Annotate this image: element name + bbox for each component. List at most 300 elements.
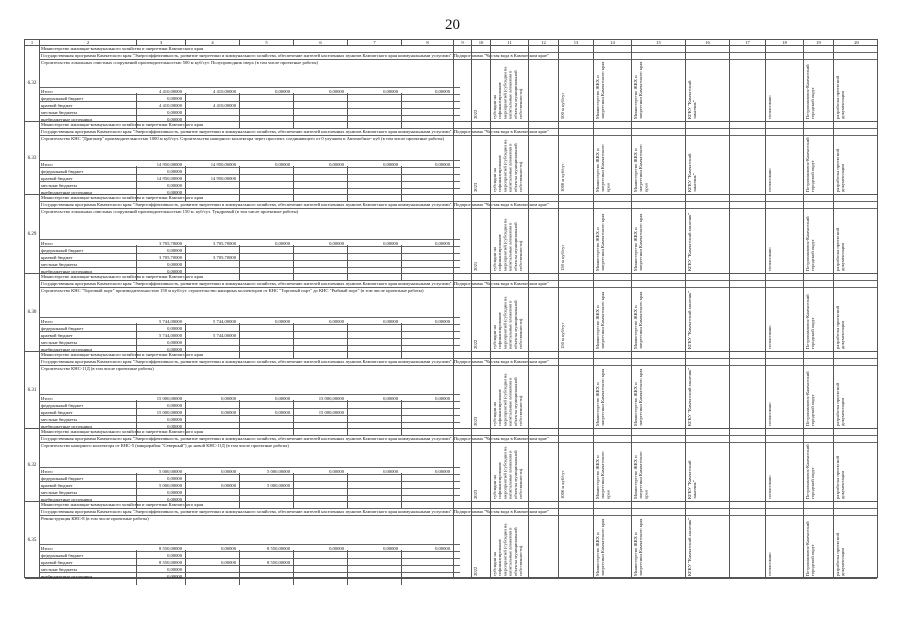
vertical-cell-text: 2022 (473, 109, 478, 119)
vertical-cell-text: субсидии на софинансирование мероприятий (субсидии на капитальные вложения в объекты муниципальной собственности) (492, 446, 524, 499)
funding-source-label: внебюджетные источники (41, 347, 92, 352)
funding-source-label: краевой бюджет (41, 483, 73, 488)
column-number: 7 (347, 40, 401, 46)
vertical-cell-text: Министерство ЖКХ и энергетики Камчатского края (633, 213, 644, 271)
column-rule (528, 46, 529, 578)
column-rule (293, 400, 294, 435)
funding-line (39, 422, 460, 429)
ministry-heading: Министерство жилищно-коммунального хозяйства и энергетики Камчатского края (39, 195, 877, 202)
vertical-cell-text: согласовано (767, 325, 772, 349)
column-rule (239, 400, 240, 435)
funding-value: 0,00000 (275, 162, 290, 167)
funding-source-label: Итого (41, 319, 53, 324)
column-rule (185, 473, 186, 508)
funding-line (39, 317, 460, 324)
funding-value: 0,00000 (383, 319, 398, 324)
vertical-cell-text: КГКУ "Камчатский заказчик" (687, 212, 692, 271)
funding-value: 0,00000 (167, 183, 182, 188)
funding-value: 5 000,00000 (159, 483, 182, 488)
column-number: 16 (685, 40, 729, 46)
funding-value: 0,00000 (435, 319, 450, 324)
vertical-cell-text: 150 м куб/сут (560, 244, 565, 271)
column-rule (401, 473, 402, 508)
column-rule (239, 245, 240, 280)
funding-value: 3 705,70000 (213, 255, 236, 260)
column-rule (833, 46, 834, 578)
funding-value: 15 000,00000 (318, 410, 344, 415)
funding-source-label: краевой бюджет (41, 255, 73, 260)
vertical-cell-text: согласовано (767, 475, 772, 499)
funding-source-label: краевой бюджет (41, 333, 73, 338)
funding-value: 0,00000 (275, 89, 290, 94)
column-number: 8 (401, 40, 453, 46)
row-number: 6.32 (27, 462, 37, 468)
program-heading: Государственная программа Камчатского края "Энергоэффективность, развитие энергетики и коммунального хозяйства, обеспечение жителей населенных пунктов Камчатского края коммунальными услугами". Подпрограмма "Чистая вода в Камчатском крае" (39, 129, 877, 136)
object-description: Строительство КНС-11Д (в том числе проектные работы) (41, 366, 154, 371)
column-rule (401, 93, 402, 128)
funding-value: 0,00000 (167, 96, 182, 101)
column-number: 5 (239, 40, 293, 46)
funding-line (39, 239, 460, 246)
column-rule (136, 550, 137, 585)
funding-line (39, 551, 460, 558)
program-heading: Государственная программа Камчатского края "Энергоэффективность, развитие энергетики и коммунального хозяйства, обеспечение жителей населенных пунктов Камчатского края коммунальными услугами". Подпрограмма "Чистая вода в Камчатском крае" (39, 436, 877, 443)
object-description: Строительство КНС "Драгонер" производительностью 1000 м куб/сут. Строительство напорного коллектора через проспект, соединяющего от 0 улучшен и Автомобиле- куб (в том числе проектные работы) (41, 136, 444, 141)
column-rule (401, 323, 402, 358)
funding-source-label: краевой бюджет (41, 560, 73, 565)
column-number: 1 (30, 40, 34, 45)
funding-value: 0,00000 (167, 190, 182, 195)
vertical-cell-text: согласовано (767, 95, 772, 119)
funding-line (39, 167, 460, 174)
funding-value: 0,00000 (221, 469, 236, 474)
column-rule (593, 46, 594, 578)
vertical-cell-text: КГКУ "Камчатский заказчик" (687, 460, 698, 499)
vertical-cell-text: Министерство ЖКХ и энергетики Камчатского края (633, 451, 649, 499)
column-rule (490, 46, 491, 578)
funding-value: 0,00000 (383, 89, 398, 94)
funding-source-label: федеральный бюджет (41, 169, 84, 174)
funding-line (39, 101, 460, 108)
funding-line (39, 181, 460, 188)
column-rule (136, 166, 137, 201)
funding-value: 5 000,00000 (159, 469, 182, 474)
vertical-cell-text: Министерство ЖКХ и энергетики Камчатского края (595, 368, 606, 426)
funding-value: 0,00000 (167, 326, 182, 331)
funding-source-label: местные бюджеты (41, 417, 77, 422)
column-rule (239, 166, 240, 201)
funding-value: 0,00000 (167, 347, 182, 352)
funding-source-label: местные бюджеты (41, 110, 77, 115)
funding-source-label: внебюджетные источники (41, 269, 92, 274)
funding-value: 5 000,00000 (267, 469, 290, 474)
funding-line (39, 415, 460, 422)
funding-line (39, 544, 460, 551)
funding-value: 0,00000 (435, 89, 450, 94)
column-rule (347, 93, 348, 128)
column-number: 13 (558, 40, 593, 46)
funding-source-label: Итого (41, 241, 53, 246)
funding-line (39, 467, 460, 474)
column-rule (631, 46, 632, 578)
funding-value: 15 000,00000 (156, 396, 182, 401)
program-heading: Государственная программа Камчатского края "Энергоэффективность, развитие энергетики и коммунального хозяйства, обеспечение жителей населенных пунктов Камчатского края коммунальными услугами". Подпрограмма "Чистая вода в Камчатском крае" (39, 359, 877, 366)
funding-line (39, 174, 460, 181)
funding-line (39, 324, 460, 331)
row-number: 6.32 (27, 81, 37, 86)
funding-value: 0,00000 (167, 262, 182, 267)
vertical-cell-text: Министерство ЖКХ и энергетики Камчатского края (595, 213, 606, 271)
funding-value: 0,00000 (275, 241, 290, 246)
vertical-cell-text: КГКУ "Камчатский заказчик" (687, 517, 692, 576)
vertical-cell-text: субсидии на софинансирование мероприятий (субсидии на капитальные вложения в объекты муниципальной собственности) (492, 139, 524, 192)
column-rule (185, 93, 186, 128)
program-row-block (25, 46, 877, 122)
funding-value: 4 410,00000 (213, 103, 236, 108)
funding-line (39, 408, 460, 415)
column-rule (185, 245, 186, 280)
vertical-cell-text: субсидии на софинансирование мероприятий (субсидии на капитальные вложения в объекты муниципальной собственности) (492, 218, 524, 271)
vertical-cell-text: Министерство ЖКХ и энергетики Камчатского края (595, 144, 611, 192)
vertical-cell-text: согласовано (767, 402, 772, 426)
funding-line (39, 108, 460, 115)
funding-source-label: внебюджетные источники (41, 190, 92, 195)
funding-value: 0,00000 (329, 89, 344, 94)
funding-value: 0,00000 (383, 396, 398, 401)
funding-value: 0,00000 (383, 546, 398, 551)
funding-line (39, 253, 460, 260)
program-row-block (25, 122, 877, 195)
vertical-cell-text: субсидии на софинансирование мероприятий (субсидии на капитальные вложения в объекты муниципальной собственности) (492, 523, 524, 576)
funding-source-label: внебюджетные источники (41, 497, 92, 502)
vertical-cell-text: Министерство ЖКХ и энергетики Камчатского края (595, 518, 606, 576)
funding-source-label: федеральный бюджет (41, 553, 84, 558)
funding-source-label: краевой бюджет (41, 176, 73, 181)
column-number: 10 (471, 40, 490, 46)
vertical-cell-text: согласовано (767, 168, 772, 192)
funding-value: 0,00000 (275, 410, 290, 415)
funding-value: 0,00000 (275, 319, 290, 324)
funding-source-label: федеральный бюджет (41, 248, 84, 253)
column-number: 4 (185, 40, 239, 46)
funding-source-label: федеральный бюджет (41, 476, 84, 481)
funding-value: 0,00000 (329, 241, 344, 246)
column-number: 14 (593, 40, 631, 46)
funding-value: 0,00000 (435, 162, 450, 167)
funding-value: 4 410,00000 (159, 89, 182, 94)
vertical-cell-text: 2022 (473, 566, 478, 576)
vertical-cell-text: КГКУ "Камчатский заказчик" (687, 153, 698, 192)
ministry-heading: Министерство жилищно-коммунального хозяйства и энергетики Камчатского края (39, 502, 877, 509)
column-rule (239, 473, 240, 508)
column-rule (453, 46, 454, 578)
column-number: 9 (453, 40, 471, 46)
funding-line (39, 345, 460, 352)
column-rule (293, 550, 294, 585)
vertical-cell-text: КГКУ "Камчатский заказчик" (687, 367, 692, 426)
vertical-cell-text: разработка проектной документации (835, 456, 846, 499)
funding-line (39, 495, 460, 502)
vertical-cell-text: Петропавловск-Камчатский городской округ (805, 294, 816, 349)
funding-value: 0,00000 (221, 396, 236, 401)
vertical-cell-text: разработка проектной документации (835, 383, 846, 426)
column-rule (347, 550, 348, 585)
funding-line (39, 488, 460, 495)
funding-value: 3 705,70000 (159, 241, 182, 246)
row-number: 6.30 (27, 310, 37, 315)
program-row-block (25, 429, 877, 502)
vertical-cell-text: Петропавловск-Камчатский городской округ (805, 216, 816, 271)
column-rule (185, 550, 186, 585)
program-heading: Государственная программа Камчатского края "Энергоэффективность, развитие энергетики и коммунального хозяйства, обеспечение жителей населенных пунктов Камчатского края коммунальными услугами". Подпрограмма "Чистая вода в Камчатском крае" (39, 509, 877, 516)
funding-source-label: Итого (41, 396, 53, 401)
column-rule (347, 400, 348, 435)
funding-source-label: федеральный бюджет (41, 403, 84, 408)
ministry-heading: Министерство жилищно-коммунального хозяйства и энергетики Камчатского края (39, 46, 877, 53)
funding-value: 4 410,00000 (159, 103, 182, 108)
vertical-cell-text: 2023 (473, 416, 478, 426)
funding-value: 0,00000 (167, 269, 182, 274)
column-rule (685, 46, 686, 578)
funding-value: 0,00000 (167, 110, 182, 115)
vertical-cell-text: субсидии на софинансирование мероприятий (субсидии на капитальные вложения в объекты муниципальной собственности) (492, 66, 524, 119)
funding-value: 0,00000 (221, 410, 236, 415)
funding-value: 0,00000 (167, 248, 182, 253)
column-number: 6 (293, 40, 347, 46)
vertical-cell-text: 500 м куб/сут (560, 92, 565, 119)
funding-source-label: федеральный бюджет (41, 326, 84, 331)
object-description: Строительство локальных очистных сооружений производительностью 150 м. куб/сут. Тундровый (в том числе проектные работы) (41, 209, 299, 214)
vertical-cell-text: Министерство ЖКХ и энергетики Камчатского края (595, 451, 611, 499)
funding-value: 0,00000 (167, 424, 182, 429)
program-heading: Государственная программа Камчатского края "Энергоэффективность, развитие энергетики и коммунального хозяйства, обеспечение жителей населенных пунктов Камчатского края коммунальными услугами". Подпрограмма "Чистая вода в Камчатском крае" (39, 202, 877, 209)
funding-line (39, 115, 460, 122)
funding-value: 0,00000 (167, 340, 182, 345)
vertical-cell-text: 1000 м куб/сут (560, 163, 565, 192)
funding-value: 0,00000 (221, 483, 236, 488)
funding-value: 0,00000 (275, 396, 290, 401)
funding-value: 5 744,00000 (159, 319, 182, 324)
funding-line (39, 260, 460, 267)
funding-value: 0,00000 (435, 546, 450, 551)
vertical-cell-text: разработка проектной документации (835, 228, 846, 271)
funding-line (39, 572, 460, 579)
funding-value: 5 744,00000 (213, 319, 236, 324)
column-rule (293, 323, 294, 358)
vertical-cell-text: разработка проектной документации (835, 76, 846, 119)
funding-line (39, 558, 460, 565)
row-number: 6.29 (27, 231, 37, 237)
program-row-block (25, 195, 877, 274)
column-number: 17 (729, 40, 765, 46)
vertical-cell-text: разработка проектной документации (835, 149, 846, 192)
funding-value: 0,00000 (167, 476, 182, 481)
column-rule (136, 323, 137, 358)
ministry-heading: Министерство жилищно-коммунального хозяйства и энергетики Камчатского края (39, 274, 877, 281)
funding-value: 0,00000 (329, 162, 344, 167)
funding-value: 0,00000 (167, 567, 182, 572)
funding-source-label: краевой бюджет (41, 410, 73, 415)
funding-line (39, 565, 460, 572)
funding-source-label: Итого (41, 162, 53, 167)
funding-line (39, 331, 460, 338)
vertical-cell-text: Петропавловск-Камчатский городской округ (805, 444, 816, 499)
funding-line (39, 246, 460, 253)
funding-value: 0,00000 (167, 117, 182, 122)
vertical-cell-text: 2023 (473, 182, 478, 192)
column-rule (401, 400, 402, 435)
column-number: 2 (39, 40, 136, 46)
funding-value: 3 705,70000 (159, 255, 182, 260)
column-rule (558, 46, 559, 578)
column-number: 3 (136, 40, 185, 46)
funding-value: 8 550,00000 (159, 560, 182, 565)
column-number: 12 (528, 40, 558, 46)
column-rule (765, 46, 766, 578)
funding-value: 8 550,00000 (267, 560, 290, 565)
vertical-cell-text: 1000 м куб/сут (560, 470, 565, 499)
funding-line (39, 481, 460, 488)
funding-line (39, 267, 460, 274)
object-description: Реконструкция КНС-8 (в том числе проектные работы) (41, 516, 149, 521)
vertical-cell-text: Министерство ЖКХ и энергетики Камчатского края (595, 61, 606, 119)
funding-line (39, 94, 460, 101)
funding-value: 0,00000 (329, 546, 344, 551)
funding-source-label: Итого (41, 546, 53, 551)
vertical-cell-text: Петропавловск-Камчатский городской округ (805, 137, 816, 192)
ministry-heading: Министерство жилищно-коммунального хозяйства и энергетики Камчатского края (39, 429, 877, 436)
funding-value: 14 950,00000 (156, 176, 182, 181)
vertical-cell-text: Петропавловск-Камчатский городской округ (805, 64, 816, 119)
column-rule (293, 245, 294, 280)
column-rule (347, 166, 348, 201)
column-rule (136, 400, 137, 435)
funding-value: 0,00000 (167, 403, 182, 408)
column-rule (185, 166, 186, 201)
funding-value: 0,00000 (167, 497, 182, 502)
funding-source-label: местные бюджеты (41, 183, 77, 188)
vertical-cell-text: 2023 (473, 489, 478, 499)
row-number: 6.33 (27, 155, 37, 161)
funding-source-label: внебюджетные источники (41, 117, 92, 122)
column-rule (293, 166, 294, 201)
funding-value: 0,00000 (167, 490, 182, 495)
vertical-cell-text: Министерство ЖКХ и энергетики Камчатского края (633, 61, 644, 119)
vertical-cell-text: 150 м куб/сут (560, 322, 565, 349)
vertical-cell-text: субсидии на софинансирование мероприятий (субсидии на капитальные вложения в объекты муниципальной собственности) (492, 296, 524, 349)
funding-source-label: Итого (41, 469, 53, 474)
funding-value: 8 550,00000 (267, 546, 290, 551)
vertical-cell-text: Министерство ЖКХ и энергетики Камчатского края (633, 368, 644, 426)
funding-value: 14 950,00000 (156, 162, 182, 167)
column-rule (803, 46, 804, 578)
column-rule (293, 93, 294, 128)
funding-source-label: федеральный бюджет (41, 96, 84, 101)
funding-value: 0,00000 (221, 560, 236, 565)
object-description: Строительство локальных очистных сооружений производительностью 500 м куб/сут. Полупроводник сверх (в том числе проектные работы) (41, 60, 318, 65)
funding-source-label: внебюджетные источники (41, 424, 92, 429)
funding-value: 4 410,00000 (213, 89, 236, 94)
funding-value: 0,00000 (435, 396, 450, 401)
funding-source-label: внебюджетные источники (41, 574, 92, 579)
funding-value: 14 950,00000 (210, 162, 236, 167)
column-rule (729, 46, 730, 578)
funding-value: 5 744,00000 (159, 333, 182, 338)
funding-line (39, 474, 460, 481)
funding-value: 0,00000 (329, 319, 344, 324)
column-rule (471, 46, 472, 578)
column-rule (401, 166, 402, 201)
funding-value: 0,00000 (383, 162, 398, 167)
column-number: 11 (490, 40, 528, 46)
funding-value: 15 000,00000 (156, 410, 182, 415)
vertical-cell-text: разработка проектной документации (835, 533, 846, 576)
funding-value: 5 000,00000 (267, 483, 290, 488)
funding-line (39, 394, 460, 401)
funding-source-label: местные бюджеты (41, 340, 77, 345)
program-heading: Государственная программа Камчатского края "Энергоэффективность, развитие энергетики и коммунального хозяйства, обеспечение жителей населенных пунктов Камчатского края коммунальными услугами". Подпрограмма "Чистая вода в Камчатском крае" (39, 281, 877, 288)
funding-value: 0,00000 (221, 546, 236, 551)
column-rule (39, 46, 40, 578)
vertical-cell-text: субсидии на софинансирование мероприятий (субсидии на капитальные вложения в объекты муниципальной собственности) (492, 373, 524, 426)
funding-source-label: местные бюджеты (41, 567, 77, 572)
column-rule (185, 323, 186, 358)
column-rule (136, 93, 137, 128)
column-rule (347, 245, 348, 280)
column-rule (347, 323, 348, 358)
funding-source-label: краевой бюджет (41, 103, 73, 108)
column-rule (185, 400, 186, 435)
column-rule (239, 323, 240, 358)
column-rule (136, 473, 137, 508)
column-number: 18 (765, 40, 803, 46)
object-description: Строительство напорного коллектора от КНС-5 (микрорайон "Северный") до новой КНС-11Д (в том числе проектные работы) (41, 443, 289, 448)
column-rule (239, 93, 240, 128)
column-rule (401, 550, 402, 585)
ministry-heading: Министерство жилищно-коммунального хозяйства и энергетики Камчатского края (39, 352, 877, 359)
vertical-cell-text: Петропавловск-Камчатский городской округ (805, 521, 816, 576)
funding-value: 0,00000 (383, 469, 398, 474)
funding-line (39, 160, 460, 167)
vertical-cell-text: разработка проектной документации (835, 306, 846, 349)
program-row-block (25, 352, 877, 429)
funding-source-label: местные бюджеты (41, 262, 77, 267)
funding-value: 0,00000 (435, 469, 450, 474)
funding-value: 14 950,00000 (210, 176, 236, 181)
funding-value: 15 000,00000 (318, 396, 344, 401)
page-number: 20 (445, 17, 460, 33)
vertical-cell-text: Министерство ЖКХ и энергетики Камчатского края (633, 518, 644, 576)
column-rule (293, 473, 294, 508)
row-number: 6.31 (27, 387, 37, 393)
ministry-heading: Министерство жилищно-коммунального хозяйства и энергетики Камчатского края (39, 122, 877, 129)
program-row-block (25, 502, 877, 579)
funding-value: 5 744,00000 (213, 333, 236, 338)
column-rule (239, 550, 240, 585)
program-heading: Государственная программа Камчатского края "Энергоэффективность, развитие энергетики и коммунального хозяйства, обеспечение жителей населенных пунктов Камчатского края коммунальными услугами". Подпрограмма "Чистая вода в Камчатском крае" (39, 53, 877, 60)
vertical-cell-text: КГКУ "Камчатский заказчик" (687, 80, 698, 119)
column-number: 20 (833, 40, 879, 46)
funding-value: 0,00000 (435, 241, 450, 246)
column-rule (401, 245, 402, 280)
vertical-cell-text: Министерство ЖКХ и энергетики Камчатского края (633, 291, 644, 349)
column-rule (347, 473, 348, 508)
vertical-cell-text: 2021 (473, 261, 478, 271)
vertical-cell-text: 2022 (473, 339, 478, 349)
funding-value: 0,00000 (167, 417, 182, 422)
funding-source-label: местные бюджеты (41, 490, 77, 495)
funding-line (39, 188, 460, 195)
